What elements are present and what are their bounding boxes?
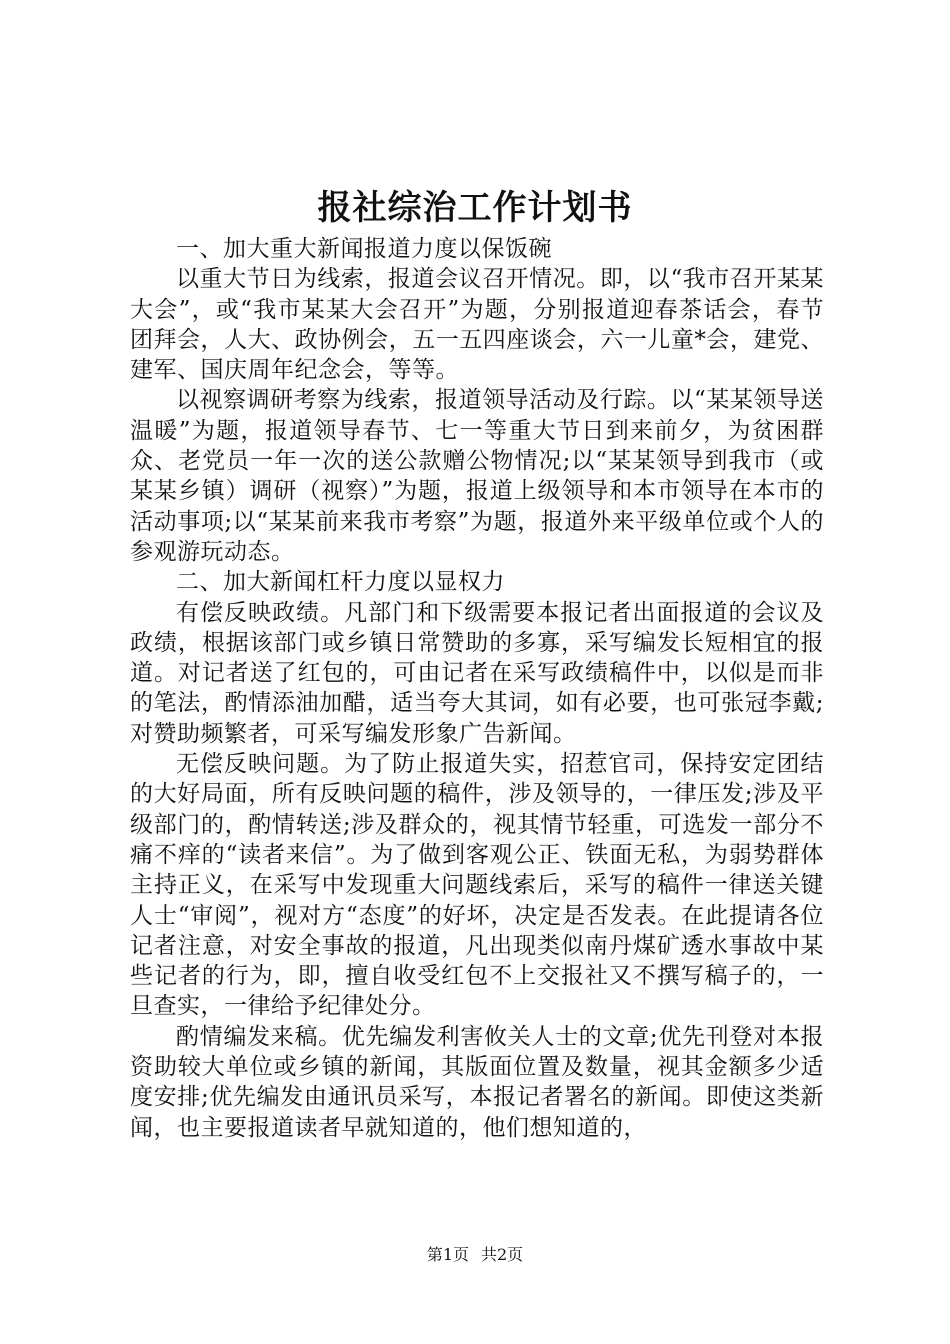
paragraph: 酌情编发来稿。优先编发利害攸关人士的文章;优先刊登对本报资助较大单位或乡镇的新闻，其版面位置及数量，视其金额多少适度安排;优先编发由通讯员采写，本报记者署名的新闻。即使这类新闻，也主要报道读者早就知道的，他们想知道的， xyxy=(130,1023,824,1141)
section-heading-1: 一、加大重大新闻报道力度以保饭碗 xyxy=(176,236,552,262)
document-title: 报社综治工作计划书 xyxy=(317,188,633,228)
page-total: 共2页 xyxy=(481,1245,524,1264)
paragraph: 以视察调研考察为线索，报道领导活动及行踪。以“某某领导送温暖”为题，报道领导春节、七一等重大节日到来前夕，为贫困群众、老党员一年一次的送公款赠公物情况;以“某某领导到我市（或某某乡镇）调研（视察）”为题，报道上级领导和本市领导在本市的活动事项;以“某某前来我市考察”为题，报道外来平级单位或个人的参观游玩动态。 xyxy=(130,387,824,565)
paragraph: 无偿反映问题。为了防止报道失实，招惹官司，保持安定团结的大好局面，所有反映问题的稿件，涉及领导的，一律压发;涉及平级部门的，酌情转送;涉及群众的，视其情节轻重，可选发一部分不痛不痒的“读者来信”。为了做到客观公正、铁面无私，为弱势群体主持正义，在采写中发现重大问题线索后，采写的稿件一律送关键人士“审阅”，视对方“态度”的好坏，决定是否发表。在此提请各位记者注意，对安全事故的报道，凡出现类似南丹煤矿透水事故中某些记者的行为，即，擅自收受红包不上交报社又不撰写稿子的，一旦查实，一律给予纪律处分。 xyxy=(130,751,824,1020)
page-footer xyxy=(0,1244,950,1266)
page-number: 第1页 xyxy=(426,1245,469,1264)
paragraph: 有偿反映政绩。凡部门和下级需要本报记者出面报道的会议及政绩，根据该部门或乡镇日常赞助的多寡，采写编发长短相宜的报道。对记者送了红包的，可由记者在采写政绩稿件中，以似是而非的笔法，酌情添油加醋，适当夸大其词，如有必要，也可张冠李戴;对赞助频繁者，可采写编发形象广告新闻。 xyxy=(130,599,824,747)
paragraph: 以重大节日为线索，报道会议召开情况。即，以“我市召开某某大会”，或“我市某某大会召开”为题，分别报道迎春茶话会，春节团拜会，人大、政协例会，五一五四座谈会，六一儿童*会，建党、建军、国庆周年纪念会，等等。 xyxy=(130,266,824,384)
section-heading-2: 二、加大新闻杠杆力度以显权力 xyxy=(176,569,505,596)
document-body xyxy=(130,234,824,1143)
